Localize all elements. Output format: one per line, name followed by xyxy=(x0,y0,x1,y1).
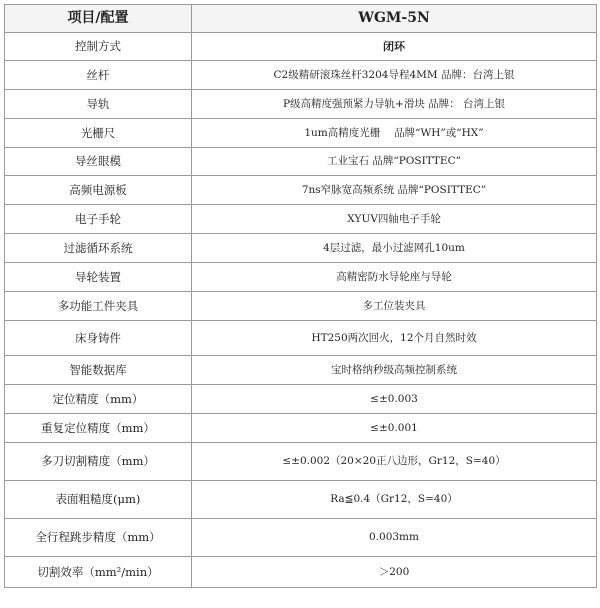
row-label: 切割效率（mm²/min） xyxy=(5,557,192,588)
row-value: P级高精度强预紧力导轨+滑块 品牌： 台湾上银 xyxy=(192,90,597,119)
table-row xyxy=(5,321,597,356)
row-label: 表面粗糙度(μm) xyxy=(5,481,192,519)
table-row xyxy=(5,481,597,519)
header-model: WGM-5N xyxy=(192,5,597,33)
row-label: 导轨 xyxy=(5,90,192,119)
row-label: 过滤循环系统 xyxy=(5,234,192,263)
row-label: 控制方式 xyxy=(5,33,192,61)
table-row xyxy=(5,234,597,263)
row-value: 闭环 xyxy=(192,33,597,61)
table-header-row xyxy=(5,5,597,33)
table-row xyxy=(5,443,597,481)
row-label: 定位精度（mm） xyxy=(5,385,192,414)
row-value: ≤±0.001 xyxy=(192,414,597,443)
table-row xyxy=(5,519,597,557)
row-value: ≤±0.002（20×20正八边形，Gr12，S=40） xyxy=(192,443,597,481)
row-value: ≤±0.003 xyxy=(192,385,597,414)
row-value: XYUV四轴电子手轮 xyxy=(192,205,597,234)
row-value: 工业宝石 品牌“POSITTEC” xyxy=(192,148,597,176)
row-value: 高精密防水导轮座与导轮 xyxy=(192,263,597,292)
table-row xyxy=(5,292,597,321)
table-row xyxy=(5,148,597,176)
row-label: 多刀切割精度（mm） xyxy=(5,443,192,481)
table-row xyxy=(5,176,597,205)
row-value: 宝时格纳秒级高频控制系统 xyxy=(192,356,597,385)
table-row xyxy=(5,33,597,61)
row-label: 全行程跳步精度（mm） xyxy=(5,519,192,557)
spec-table xyxy=(4,4,597,588)
row-value: 1um高精度光栅 品牌“WH”或“HX” xyxy=(192,119,597,148)
row-label: 导丝眼模 xyxy=(5,148,192,176)
row-value: Ra≦0.4（Gr12，S=40） xyxy=(192,481,597,519)
table-row xyxy=(5,385,597,414)
row-label: 床身铸件 xyxy=(5,321,192,356)
row-value: ＞200 xyxy=(192,557,597,588)
table-row xyxy=(5,61,597,90)
row-value: 7ns窄脉宽高频系统 品牌“POSITTEC” xyxy=(192,176,597,205)
row-value: C2级精研滚珠丝杆3204导程4MM 品牌：台湾上银 xyxy=(192,61,597,90)
row-label: 导轮装置 xyxy=(5,263,192,292)
table-row xyxy=(5,263,597,292)
table-row xyxy=(5,90,597,119)
row-label: 多功能工件夹具 xyxy=(5,292,192,321)
row-label: 光栅尺 xyxy=(5,119,192,148)
row-label: 重复定位精度（mm） xyxy=(5,414,192,443)
row-value: 多工位装夹具 xyxy=(192,292,597,321)
row-value: 4层过滤，最小过滤网孔10um xyxy=(192,234,597,263)
table-row xyxy=(5,356,597,385)
header-item: 项目/配置 xyxy=(5,5,192,33)
row-label: 智能数据库 xyxy=(5,356,192,385)
table-row xyxy=(5,205,597,234)
table-row xyxy=(5,119,597,148)
row-label: 丝杆 xyxy=(5,61,192,90)
row-value: HT250两次回火，12个月自然时效 xyxy=(192,321,597,356)
table-row xyxy=(5,557,597,588)
row-value: 0.003mm xyxy=(192,519,597,557)
row-label: 电子手轮 xyxy=(5,205,192,234)
row-label: 高频电源板 xyxy=(5,176,192,205)
table-row xyxy=(5,414,597,443)
